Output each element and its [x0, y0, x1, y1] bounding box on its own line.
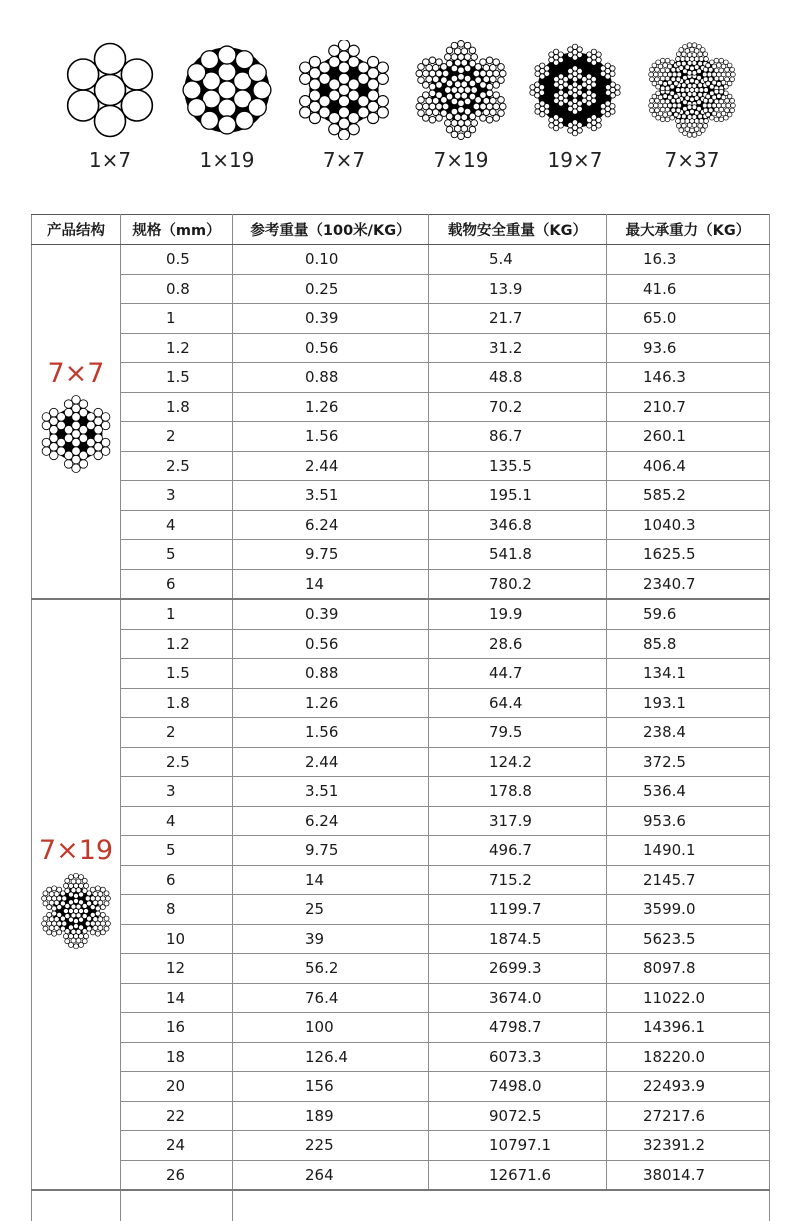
weight-cell: 0.10	[233, 245, 429, 275]
max-load-cell: 406.4	[607, 451, 770, 481]
table-header-row	[32, 215, 770, 245]
table-row	[32, 1042, 770, 1072]
spec-cell: 5	[121, 540, 233, 570]
safe-load-cell: 195.1	[429, 481, 607, 511]
spec-cell: 2	[121, 422, 233, 452]
header-spec: 规格（mm）	[121, 215, 233, 245]
spec-cell: 1	[121, 599, 233, 629]
table-row	[32, 924, 770, 954]
spec-cell: 0.5	[121, 245, 233, 275]
table-row	[32, 865, 770, 895]
weight-cell: 76.4	[233, 983, 429, 1013]
safe-load-cell: 124.2	[429, 747, 607, 777]
table-row	[32, 392, 770, 422]
spec-cell: 1.5	[121, 363, 233, 393]
header-safe-load: 载物安全重量（KG）	[429, 215, 607, 245]
safe-load-cell: 10797.1	[429, 1131, 607, 1161]
weight-cell: 126.4	[233, 1042, 429, 1072]
table-row	[32, 659, 770, 689]
max-load-cell: 1040.3	[607, 510, 770, 540]
product-structure-cell	[32, 245, 121, 600]
spec-cell: 24	[121, 1131, 233, 1161]
safe-load-cell: 44.7	[429, 659, 607, 689]
table-row	[32, 688, 770, 718]
spec-cell: 5	[121, 836, 233, 866]
strand-label: 7×37	[637, 148, 747, 172]
strand-diagram-1x7	[55, 40, 165, 180]
table-body	[32, 245, 770, 1221]
safe-load-cell: 28.6	[429, 629, 607, 659]
spec-cell: 26	[121, 1160, 233, 1190]
table-row	[32, 599, 770, 629]
strand-7x7-icon	[34, 395, 118, 473]
safe-load-cell: 7498.0	[429, 1072, 607, 1102]
table-row	[32, 363, 770, 393]
max-load-cell: 14396.1	[607, 1013, 770, 1043]
table-row	[32, 983, 770, 1013]
safe-load-cell: 9072.5	[429, 1101, 607, 1131]
weight-cell: 1.56	[233, 422, 429, 452]
table-row	[32, 718, 770, 748]
safe-load-cell: 780.2	[429, 569, 607, 599]
table-row	[32, 245, 770, 275]
strand-19x7-icon	[520, 40, 630, 140]
max-load-cell: 16.3	[607, 245, 770, 275]
strand-7x7-icon	[289, 40, 399, 140]
table-row	[32, 747, 770, 777]
table-row	[32, 806, 770, 836]
spec-cell: 8	[121, 895, 233, 925]
weight-cell: 156	[233, 1072, 429, 1102]
weight-cell: 2.44	[233, 451, 429, 481]
spec-cell: 16	[121, 1013, 233, 1043]
safe-load-cell: 6073.3	[429, 1042, 607, 1072]
safe-load-cell: 86.7	[429, 422, 607, 452]
table-row	[32, 304, 770, 334]
table-row-empty	[32, 1190, 770, 1221]
table-row	[32, 569, 770, 599]
weight-cell: 56.2	[233, 954, 429, 984]
empty-cell	[32, 1190, 121, 1221]
empty-cell	[607, 1190, 770, 1221]
max-load-cell: 536.4	[607, 777, 770, 807]
max-load-cell: 134.1	[607, 659, 770, 689]
safe-load-cell: 64.4	[429, 688, 607, 718]
max-load-cell: 3599.0	[607, 895, 770, 925]
safe-load-cell: 70.2	[429, 392, 607, 422]
weight-cell: 100	[233, 1013, 429, 1043]
max-load-cell: 210.7	[607, 392, 770, 422]
spec-cell: 4	[121, 806, 233, 836]
table-row	[32, 510, 770, 540]
weight-cell: 0.56	[233, 629, 429, 659]
max-load-cell: 1490.1	[607, 836, 770, 866]
max-load-cell: 27217.6	[607, 1101, 770, 1131]
safe-load-cell: 135.5	[429, 451, 607, 481]
max-load-cell: 193.1	[607, 688, 770, 718]
weight-cell: 25	[233, 895, 429, 925]
strand-label: 1×19	[172, 148, 282, 172]
spec-cell: 1.5	[121, 659, 233, 689]
max-load-cell: 8097.8	[607, 954, 770, 984]
strand-label: 7×19	[406, 148, 516, 172]
weight-cell: 39	[233, 924, 429, 954]
spec-cell: 4	[121, 510, 233, 540]
spec-cell: 10	[121, 924, 233, 954]
spec-table	[31, 214, 770, 1221]
max-load-cell: 5623.5	[607, 924, 770, 954]
header-max-load: 最大承重力（KG）	[607, 215, 770, 245]
max-load-cell: 85.8	[607, 629, 770, 659]
max-load-cell: 260.1	[607, 422, 770, 452]
weight-cell: 1.26	[233, 392, 429, 422]
max-load-cell: 1625.5	[607, 540, 770, 570]
spec-cell: 1.8	[121, 392, 233, 422]
table-row	[32, 954, 770, 984]
table-row	[32, 451, 770, 481]
max-load-cell: 2145.7	[607, 865, 770, 895]
empty-cell	[233, 1190, 429, 1221]
spec-cell: 0.8	[121, 274, 233, 304]
strand-7x19-icon	[406, 40, 516, 140]
strand-label: 1×7	[55, 148, 165, 172]
product-structure-name: 7×7	[32, 358, 120, 389]
max-load-cell: 41.6	[607, 274, 770, 304]
weight-cell: 14	[233, 865, 429, 895]
max-load-cell: 953.6	[607, 806, 770, 836]
table-row	[32, 1072, 770, 1102]
max-load-cell: 38014.7	[607, 1160, 770, 1190]
safe-load-cell: 5.4	[429, 245, 607, 275]
table-row	[32, 1101, 770, 1131]
product-structure-name: 7×19	[32, 835, 120, 866]
safe-load-cell: 19.9	[429, 599, 607, 629]
empty-cell	[121, 1190, 233, 1221]
weight-cell: 14	[233, 569, 429, 599]
strand-1x19-icon	[172, 40, 282, 140]
strand-diagram-7x7	[289, 40, 399, 180]
safe-load-cell: 48.8	[429, 363, 607, 393]
safe-load-cell: 541.8	[429, 540, 607, 570]
spec-cell: 18	[121, 1042, 233, 1072]
weight-cell: 3.51	[233, 777, 429, 807]
spec-cell: 2.5	[121, 451, 233, 481]
header-structure: 产品结构	[32, 215, 121, 245]
strand-diagram-1x19	[172, 40, 282, 180]
spec-cell: 2.5	[121, 747, 233, 777]
spec-cell: 1	[121, 304, 233, 334]
spec-cell: 1.2	[121, 333, 233, 363]
table-row	[32, 422, 770, 452]
spec-cell: 2	[121, 718, 233, 748]
safe-load-cell: 346.8	[429, 510, 607, 540]
safe-load-cell: 13.9	[429, 274, 607, 304]
strand-1x7-icon	[55, 40, 165, 140]
spec-cell: 1.8	[121, 688, 233, 718]
spec-cell: 12	[121, 954, 233, 984]
weight-cell: 264	[233, 1160, 429, 1190]
spec-cell: 20	[121, 1072, 233, 1102]
table-row	[32, 1160, 770, 1190]
strand-diagram-7x19	[406, 40, 516, 180]
safe-load-cell: 21.7	[429, 304, 607, 334]
weight-cell: 0.56	[233, 333, 429, 363]
table-row	[32, 629, 770, 659]
max-load-cell: 22493.9	[607, 1072, 770, 1102]
spec-cell: 14	[121, 983, 233, 1013]
header-weight: 参考重量（100米/KG）	[233, 215, 429, 245]
safe-load-cell: 31.2	[429, 333, 607, 363]
spec-cell: 6	[121, 569, 233, 599]
safe-load-cell: 317.9	[429, 806, 607, 836]
max-load-cell: 65.0	[607, 304, 770, 334]
strand-7x37-icon	[637, 40, 747, 140]
safe-load-cell: 496.7	[429, 836, 607, 866]
max-load-cell: 238.4	[607, 718, 770, 748]
table-row	[32, 1131, 770, 1161]
weight-cell: 0.88	[233, 659, 429, 689]
safe-load-cell: 1199.7	[429, 895, 607, 925]
max-load-cell: 11022.0	[607, 983, 770, 1013]
spec-cell: 3	[121, 777, 233, 807]
strand-diagram-7x37	[637, 40, 747, 180]
max-load-cell: 146.3	[607, 363, 770, 393]
strand-diagram-19x7	[520, 40, 630, 180]
weight-cell: 0.39	[233, 304, 429, 334]
table-row	[32, 274, 770, 304]
weight-cell: 0.39	[233, 599, 429, 629]
weight-cell: 1.56	[233, 718, 429, 748]
safe-load-cell: 2699.3	[429, 954, 607, 984]
strand-7x19-icon	[34, 872, 118, 950]
weight-cell: 3.51	[233, 481, 429, 511]
table-row	[32, 540, 770, 570]
max-load-cell: 2340.7	[607, 569, 770, 599]
spec-cell: 3	[121, 481, 233, 511]
product-structure-cell	[32, 599, 121, 1190]
spec-cell: 6	[121, 865, 233, 895]
table-row	[32, 481, 770, 511]
safe-load-cell: 12671.6	[429, 1160, 607, 1190]
weight-cell: 189	[233, 1101, 429, 1131]
safe-load-cell: 3674.0	[429, 983, 607, 1013]
spec-cell: 1.2	[121, 629, 233, 659]
safe-load-cell: 4798.7	[429, 1013, 607, 1043]
strand-label: 7×7	[289, 148, 399, 172]
weight-cell: 2.44	[233, 747, 429, 777]
table-row	[32, 1013, 770, 1043]
weight-cell: 0.88	[233, 363, 429, 393]
table-row	[32, 777, 770, 807]
max-load-cell: 372.5	[607, 747, 770, 777]
safe-load-cell: 1874.5	[429, 924, 607, 954]
weight-cell: 1.26	[233, 688, 429, 718]
table-row	[32, 836, 770, 866]
safe-load-cell: 79.5	[429, 718, 607, 748]
weight-cell: 0.25	[233, 274, 429, 304]
table-row	[32, 333, 770, 363]
empty-cell	[429, 1190, 607, 1221]
table-row	[32, 895, 770, 925]
max-load-cell: 93.6	[607, 333, 770, 363]
weight-cell: 225	[233, 1131, 429, 1161]
spec-cell: 22	[121, 1101, 233, 1131]
strand-diagram-row	[0, 0, 799, 190]
weight-cell: 6.24	[233, 806, 429, 836]
strand-label: 19×7	[520, 148, 630, 172]
max-load-cell: 585.2	[607, 481, 770, 511]
max-load-cell: 59.6	[607, 599, 770, 629]
weight-cell: 9.75	[233, 836, 429, 866]
weight-cell: 6.24	[233, 510, 429, 540]
max-load-cell: 32391.2	[607, 1131, 770, 1161]
weight-cell: 9.75	[233, 540, 429, 570]
safe-load-cell: 178.8	[429, 777, 607, 807]
safe-load-cell: 715.2	[429, 865, 607, 895]
max-load-cell: 18220.0	[607, 1042, 770, 1072]
